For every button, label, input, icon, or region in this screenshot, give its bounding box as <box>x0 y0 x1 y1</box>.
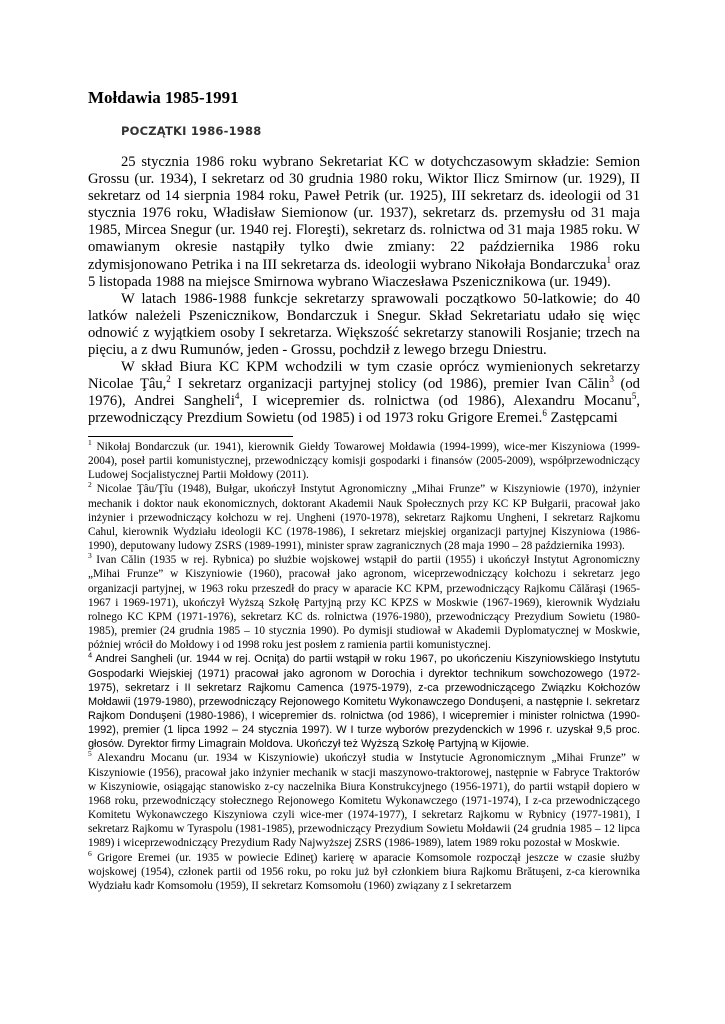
footnote-number: 4 <box>88 650 93 660</box>
footnote-ref-5[interactable]: 5 <box>631 391 637 402</box>
paragraph-1-text-a: 25 stycznia 1986 roku wybrano Sekretariat KC w dotychczasowym składzie: Semion Grossu (ur. 1934), I sekretarz od 30 grudnia 1980 roku, Wiktor Ilicz Smirnow (ur. 1929), II sekretarz od 14 sierpnia 1984 roku, Paweł Petrik (ur. 1925), III sekretarz ds. ideologii od 31 stycznia 1976 roku, Władisław Siemionow (ur. 1937), sekretarz ds. przemysłu od 31 maja 1985, Mircea Snegur (ur. 1940 rej. Floreşti), sekretarz ds. rolnictwa od 31 maja 1985 roku. W omawianym okresie nastąpiły tylko dwie zmiany: 22 października 1986 roku zdymisjonowano Petrika i na III sekretarza ds. ideologii wybrano Nikołaja Bondarczuka <box>88 154 640 273</box>
paragraph-1 <box>88 154 640 291</box>
footnote-text: Alexandru Mocanu (ur. 1934 w Kiszyniowie) ukończył studia w Instytucie Agronomicznym „Mihai Frunze” w Kiszyniowie (1956), pracował jako inżynier mechanik w stacji maszynowo-traktorowej, następnie w Fabryce Traktorów w Kiszyniowie, osiągając stanowisko z-cy naczelnika Biura Konstrukcyjnego (1956-1971), do partii wstąpił dopiero w 1968 roku, przewodniczący stołecznego Rejonowego Komitetu Wykonawczego (1971-1974), I z-ca przewodniczącego Komitetu Wykonawczego Kiszyniowa czyli wice-mer (1974-1977), I sekretarz Rajkomu w Rybnicy (1977-1981), I sekretarz Rajkomu w Tyraspolu (1981-1985), przewodniczący Prezydium Sowietu Mołdawii (24 grudnia 1985 – 12 lipca 1989) i wiceprzewodniczący Prezydium Rady Najwyższej ZSRS (1986-1989), latem 1989 roku pozostał w Moskwie. <box>88 752 640 850</box>
footnote-separator <box>88 436 293 437</box>
footnote-number: 3 <box>88 551 92 561</box>
footnote-number: 6 <box>88 848 92 858</box>
footnote-ref-4[interactable]: 4 <box>234 391 240 402</box>
footnote-ref-3[interactable]: 3 <box>609 374 614 385</box>
footnote-number: 5 <box>88 749 92 759</box>
footnote-2 <box>88 482 640 553</box>
footnote-text: Nikołaj Bondarczuk (ur. 1941), kierownik Giełdy Towarowej Mołdawia (1994-1999), wice-mer Kiszyniowa (1999-2004), poseł partii komunistycznej, przewodniczący komisji gospodarki i finansów (2005-2009), współprzewodniczący Ludowej Socjalistycznej Partii Mołdowy (2011). <box>88 441 640 482</box>
section-heading: POCZĄTKI 1986-1988 <box>121 124 262 138</box>
footnote-number: 2 <box>88 480 92 490</box>
footnotes <box>88 440 640 893</box>
footnote-1 <box>88 440 640 482</box>
footnote-text: Ivan Călin (1935 w rej. Rybnica) po służbie wojskowej wstąpił do partii (1955) i ukończył Instytut Agronomiczny „Mihai Frunze” w Kiszyniowie (1960), pracował jako agronom, wiceprzewodniczący kołchozu i sekretarz jego organizacji partyjnej, w 1963 roku przeszedł do pracy w aparacie KC KPM, przewodniczący Rajkomu Călăraşi (1965-1967 i 1969-1971), ukończył Wyższą Szkołę Partyjną przy KC KPZS w Moskwie (1967-1969), kierownik Wydziału rolnego KC KPM (1971-1976), sekretarz KC ds. rolnictwa (1976-1980), przewodniczący Prezydium Sowietu (1980-1985), premier (24 grudnia 1985 – 10 stycznia 1990). Po dymisji studiował w Akademii Dyplomatycznej w Moskwie, póżniej wrócił do Mołdowy i od 1998 roku jest posłem z ramienia partii komunistycznej. <box>88 554 640 652</box>
footnote-text: Grigore Eremei (ur. 1935 w powiecie Edineţ) karierę w aparacie Komsomole rozpoczął jeszcze w czasie służby wojskowej (1954), członek partii od 1956 roku, po roku już był członkiem biura Rajkomu Brătuşeni, z-ca kierownika Wydziału kadr Komsomołu (1959), II sekretarz Komsomołu (1960) związany z I sekretarzem <box>88 851 640 892</box>
paragraph-3-text-c: (od 1976), Andrei Sangheli <box>88 376 640 410</box>
footnote-number: 1 <box>88 438 92 448</box>
paragraph-3-text-f: Zastępcami <box>546 410 618 427</box>
footnote-4 <box>88 652 640 751</box>
paragraph-1-text-b: oraz 5 listopada 1988 na miejsce Smirnowa wybrano Wiaczesława Pszenicznikowa (ur. 1949). <box>88 256 641 290</box>
footnote-ref-1[interactable]: 1 <box>606 254 611 265</box>
footnote-ref-2[interactable]: 2 <box>166 374 171 385</box>
paragraph-3 <box>88 359 640 427</box>
paragraph-3-text-a: W skład Biura KC KPM wchodzili w tym czasie oprócz wymienionych sekretarzy Nicolae Ţâu, <box>88 359 640 393</box>
paragraph-3-text-d: , I wicepremier ds. rolnictwa (od 1986), Alexandru Mocanu <box>239 393 632 410</box>
footnote-5 <box>88 751 640 850</box>
paragraph-2: W latach 1986-1988 funkcje sekretarzy sprawowali początkowo 50-latkowie; do 40 latków należeli Pszenicznikow, Bondarczuk i Snegur. Skład Sekretariatu udało się więc odnowić z wyjątkiem osoby I sekretarza. Większość sekretarzy stanowili Rosjanie; trzech na pięciu, a z dwu Rumunów, jeden - Grossu, pochdził z lewego brzegu Dniestru. <box>88 290 640 359</box>
main-text <box>88 154 640 428</box>
footnote-text: Nicolae Ţâu/Ţîu (1948), Bułgar, ukończył Instytut Agronomiczny „Mihai Frunze” w Kiszyniowie (1970), inżynier mechanik i doktor nauk ekonomicznych, doktorant Akademii Nauk Społecznych przy KC KP Bułgarii, pracował jako inżynier i przewodniczący kołchozu w rej. Ungheni (1970-1978), sekretarz Rajkomu Ungheni, I sekretarz Rajkomu Cahul, kierownik Wydziału ideologii KC (1978-1986), I sekretarz miejskiej organizacji partyjnej Kiszyniowa (1986-1990), deputowany ludowy ZSRS (1989-1991), minister spraw zagranicznych (28 maja 1990 – 28 października 1993). <box>88 483 640 553</box>
page-title: Mołdawia 1985-1991 <box>88 88 239 107</box>
footnote-text: Andrei Sangheli (ur. 1944 w rej. Ocniţa) do partii wstąpił w roku 1967, po ukończeniu Kiszyniowskiego Instytutu Gospodarki Wiejskiej (1971) pracował jako agronom w Dorochia i dyrektor technikum sowchozowego (1972-1975), sekretarz i II sekretarz Rajkomu Camenca (1975-1979), z-ca przewodniczącego Związku Kołchozów Mołdawii (1979-1980), przewodniczący Rejonowego Komitetu Wykonawczego Donduşeni, a następnie I. sekretarz Rajkom Donduşeni (1980-1986), I wicepremier ds. rolnictwa (od 1986), I wicepremier i minister rolnictwa (1990-1992), premier (1 lipca 1992 – 24 stycznia 1997). W I turze wyborów prezydenckich w 1996 r. uzyskał 9,5 proc. głosów. Dyrektor firmy Limagrain Moldova. Ukończył też Wyższą Szkołę Partyjną w Kijowie. <box>88 653 640 751</box>
paragraph-3-text-b: I sekretarz organizacji partyjnej stolicy (od 1986), premier Ivan Călin <box>170 376 610 393</box>
footnote-6 <box>88 848 640 893</box>
footnote-ref-6[interactable]: 6 <box>542 408 547 419</box>
paragraph-3-text-e: , przewodniczący Prezdium Sowietu (od 1985) i od 1973 roku Grigore Eremei. <box>88 393 640 427</box>
footnote-3 <box>88 553 640 652</box>
